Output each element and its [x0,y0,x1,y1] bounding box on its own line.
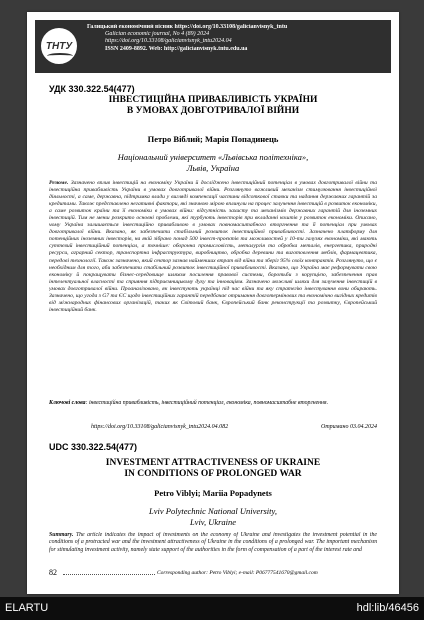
authors-en: Petro Viblyi; Mariia Popadynets [154,488,272,498]
title-ua-line2: В УМОВАХ ДОВГОТРИВАЛОЇ ВІЙНИ [126,106,300,116]
affiliation-en-line1: Lviv Polytechnic National University, [149,506,277,516]
udc-code-en: UDC 330.322.54(477) [49,442,138,452]
logo-swoosh-icon [47,53,73,59]
affiliation-en-line2: Lviv, Ukraine [189,517,237,527]
journal-name-ua: Галицький економічний вісник https://doi.org/10.33108/galicianvisnyk_tntu [87,24,288,30]
title-en-line2: IN CONDITIONS OF PROLONGED WAR [124,469,302,479]
footer-divider [63,574,155,575]
corresponding-author: Corresponding author: Petro Viblyi; e-mail: P06777541670@gmail.com [157,570,318,576]
keywords-ua-text: : інвестиційна привабливість, інвестиційний потенціал, економіка, повномасштабне вторгнення. [85,400,329,406]
affiliation-ua-line2: Львів, Україна [186,163,240,173]
journal-issue-doi[interactable]: https://doi.org/10.33108/galicianvisnyk_tntu2024.04 [105,38,232,45]
abstract-ua-text: Зазначено вплив інвестицій на економіку України й досліджено інвестиційний потенціал в умовах довготривалої війни та інвестиційна привабливість України в умовах довготривалої війни. Розглянуто важливий механізм стимулювання інвестиційної діяльності, а саме, державна, підтримка влади у вигляді компенсації частини відсоткової ставки та надання державних гарантій за кредитами. Також представлено негативні фактори, які значною мірою вплинули на процес залучення інвестицій в розвиток економіки, а саме розвиток країни та її економіки в умовах війни: відсутність захисту та механізмів державних гарантій для іноземних інвестицій. Тим не менш розкрито основні проблеми, які турбують інвесторів при вкладанні коштів у розвиток економіки. Описано, чому Україна залишається інвестиційно привабливою в умовах повномасштабного вторгнення та її потенціал при умовах довготривалої війни. Вказано, як забезпечити стабільний розвиток інвестиційної привабливості. Зазначено платформу для потенційних іноземних інвесторів, на якій зібрано понад 500 інвест-проєктів та можливостей у 10-ти галузях економіки, які мають суттєвий інвестиційний потенціал, а точніше: оборонна промисловість, металургія та обробка металів, енергетика, природні ресурси, аграрний сектор, транспортна інфраструктура, виробництво, обробка деревини та виготовлення меблів, фармацевтика, передові технології. Також зазначено, який сектор зазнав найменших втрат від війни та зберіг 95% своїх контрактів. Розглянуто, що є необхідним для того, аби забезпечити стабільний розвиток інвестиційної привабливості. Вказано, що Україна має реформувати свою економіку й покращувати бізнес-середовище шляхом посилення правової системи, боротьби з корупцією, забезпечення прав інтелектуальної власності та сприяння підприємницькому духу та інноваціям. Зазначено можливі шляхи для залучення інвестицій в умовах довготривалої війни. Проаналізовано, як інвестують українці під час війни та яку стратегію інвестування вони обирають. Зазначено, що угода з G7 та ЄС щодо інвестиційних гарантій передбачає отримання довготермінових та економічно вигідних кредитів від міжнародних фінансових організацій, таких як Світовий банк, Європейський банк реконструкції та розвитку, Європейський інвестиційний банк. [49,180,377,313]
abstract-en-text: The article indicates the impact of investments on the economy of Ukraine and investigates the investment potential in the conditions of a protracted war and the investment attractiveness of Ukraine in the conditions of a prolonged war. The important mechanism for stimulating investment activity, namely state support of the authorities in the form of compensation of a part of the interest rate and [49,532,377,553]
keywords-ua-label: Ключові слова [49,400,86,406]
page-number: 82 [49,568,57,577]
affiliation-ua-line1: Національний університет «Львівська політехніка», [117,152,309,162]
abstract-en-label: Summary. [49,532,74,538]
abstract-ua-label: Резюме. [49,180,69,186]
document-page [27,12,399,594]
journal-name-en: Galician economic journal, No 4 (89) 2024 [105,31,210,38]
received-date: Отримано 03.04.2024 [321,424,377,430]
title-en-line1: INVESTMENT ATTRACTIVENESS OF UKRAINE [105,458,321,468]
keywords-ua [49,400,377,407]
logo-text: ТНТУ [45,41,73,52]
abstract-ua [49,180,377,399]
viewer-bottom-bar [0,597,424,620]
journal-header [35,20,391,73]
handle-id[interactable]: hdl:lib/46456 [356,602,419,614]
authors-ua: Петро Віблий; Марія Попадинець [147,134,279,144]
title-ua-line1: ІНВЕСТИЦІЙНА ПРИВАБЛИВІСТЬ УКРАЇНИ [108,95,318,105]
journal-logo [39,26,79,66]
journal-issn: ISSN 2409-8892. Web: http://galicianvisnyk.tntu.edu.ua [105,45,248,52]
udk-code-ua: УДК 330.322.54(477) [49,84,135,94]
abstract-en [49,532,377,566]
article-doi-link[interactable]: https://doi.org/10.33108/galicianvisnyk_tntu2024.04.082 [91,424,229,430]
repository-name[interactable]: ELARTU [5,602,49,614]
